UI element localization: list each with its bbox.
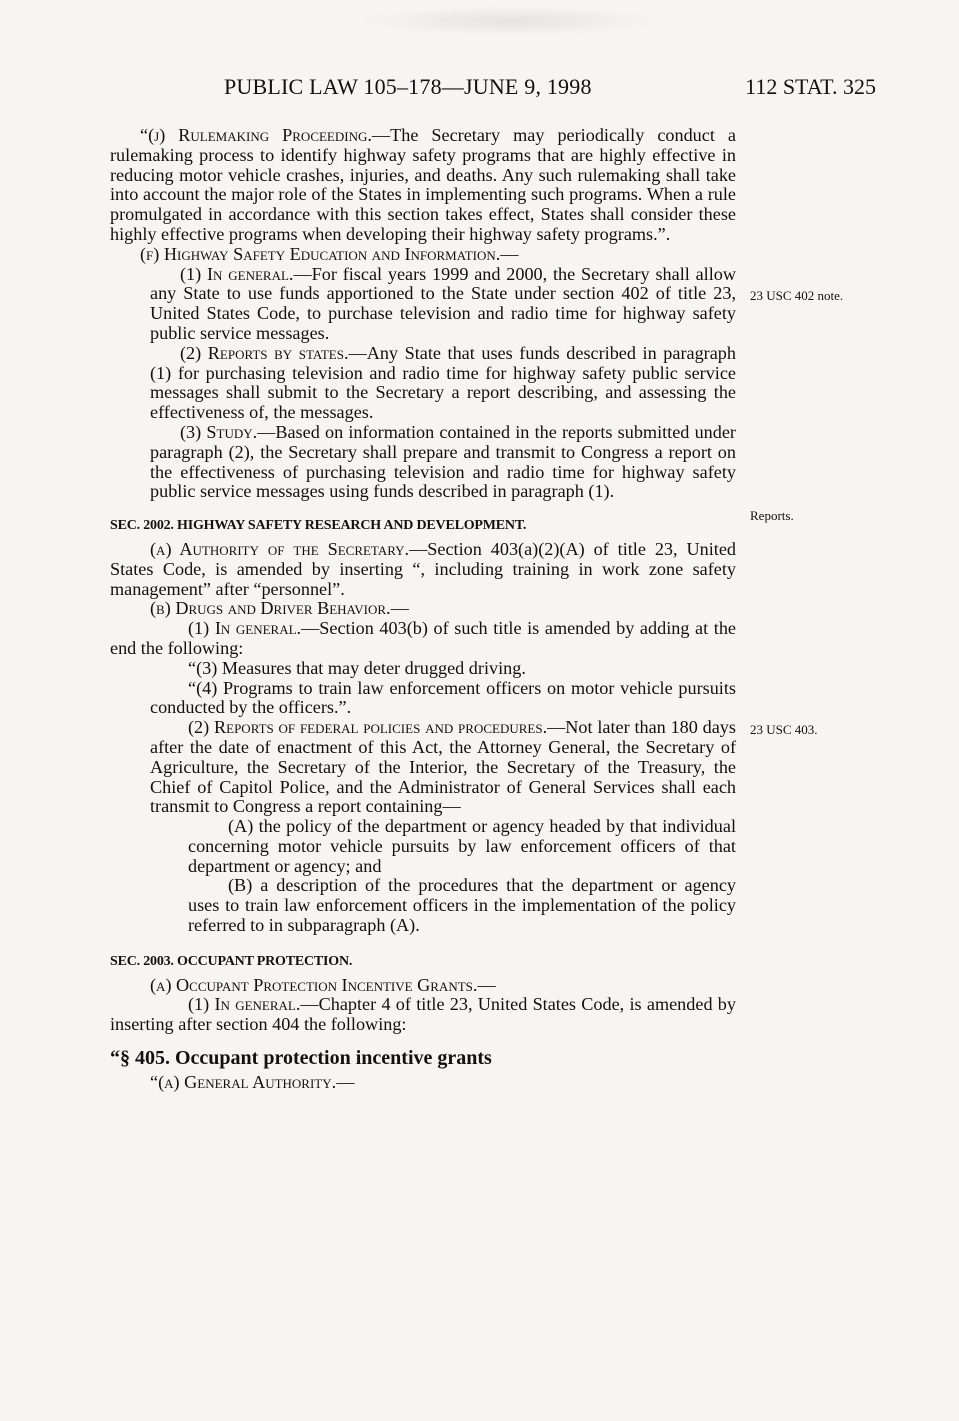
paragraph-op-a [110,976,736,996]
dash-b: — [390,598,409,619]
dash-general-authority: — [336,1071,355,1092]
paragraph-f2 [110,344,736,423]
document-body [110,126,736,1093]
heading-b1: (1) In general. [188,618,302,639]
paragraph-a [110,540,736,599]
heading-b: (b) Drugs and Driver Behavior. [150,598,391,619]
heading-op-1: (1) In general. [188,994,301,1015]
subparagraph-A: (A) the policy of the department or agency headed by that individual concerning motor vehicle pursuits by law enforcement officers of that department or agency; and [188,816,736,876]
body-b1: —Section 403(b) of such title is amended by adding at the end the following: [110,618,736,658]
heading-f1: (1) In general. [180,263,294,284]
paragraph-general-authority [110,1073,736,1093]
paragraph-op-1 [110,995,736,1035]
paragraph-b [110,599,736,619]
header-stat-page: 112 STAT. 325 [745,74,876,99]
subparagraph-B: (B) a description of the procedures that the department or agency uses to train law enforcement officers in the implementation of the policy referred to in subparagraph (A). [188,875,736,936]
dash-f: — [500,243,519,264]
paragraph-f1 [110,265,736,344]
heading-general-authority: “(a) General Authority. [150,1071,337,1092]
paragraph-b2 [110,718,736,817]
page-header [110,74,876,108]
heading-f3: (3) Study. [180,421,258,442]
body-b2: —Not later than 180 days after the date of enactment of this Act, the Attorney General, the Secretary of Agriculture, the Secretary of the Interior, the Secretary of the Treasury, the Chief of Capitol Police, and the Administrator of General Services shall each transmit to Congress a report containing— [150,717,736,817]
section-2003-title: SEC. 2003. OCCUPANT PROTECTION. [110,953,353,969]
heading-b2: (2) Reports of federal policies and procedures. [188,717,548,738]
scan-smudge [360,6,660,36]
paragraph-b1 [110,619,736,659]
section-2002-title: SEC. 2002. HIGHWAY SAFETY RESEARCH AND DEVELOPMENT. [110,518,527,534]
body-op-1: —Chapter 4 of title 23, United States Code, is amended by inserting after section 404 the following: [110,994,736,1035]
body-f1: —For fiscal years 1999 and 2000, the Secretary shall allow any State to use funds apportioned to the State under section 402 of title 23, United States Code, to purchase television and radio time for highway safety public service messages. [150,263,736,343]
dash-op-a: — [477,974,496,995]
body-f2: —Any State that uses funds described in paragraph (1) for purchasing television and radio time for highway safety public service messages shall submit to the Secretary a report describing, and assessing the effectiveness of, the messages. [150,342,736,423]
margin-note-23-usc-402: 23 USC 402 note. [750,288,844,303]
paragraph-f [110,245,736,265]
body-f3: —Based on information contained in the reports submitted under paragraph (2), the Secretary shall prepare and transmit to Congress a report on the effectiveness of purchasing television and radio time for highway safety public service messages using funds described in paragraph (1). [150,421,736,502]
margin-note-23-usc-403: 23 USC 403. [750,722,818,737]
heading-j: “(j) Rulemaking Proceeding. [140,125,372,145]
body-j: —The Secretary may periodically conduct a rulemaking process to identify highway safety programs that are highly effective in reducing motor vehicle crashes, injuries, and deaths. Any such rulemaking shall take into account the major role of the States in implementing such programs. When a rule promulgated in accordance with this section takes effect, States shall consider these highly effective programs when developing their highway safety programs.”. [110,125,737,244]
header-title: PUBLIC LAW 105–178—JUNE 9, 1998 [224,74,592,99]
heading-a: (a) Authority of the Secretary. [150,538,410,559]
quoted-item-3: “(3) Measures that may deter drugged driving. [188,657,526,678]
section-405-title: “§ 405. Occupant protection incentive grants [110,1047,492,1070]
paragraph-f3 [110,423,736,502]
heading-op-a: (a) Occupant Protection Incentive Grants. [150,974,478,995]
margin-note-reports: Reports. [750,508,794,523]
heading-f2: (2) Reports by states. [180,342,349,363]
heading-f: (f) Highway Safety Education and Information. [140,243,501,264]
quoted-item-4: “(4) Programs to train law enforcement officers on motor vehicle pursuits conducted by the officers.”. [150,677,736,718]
paragraph-j [110,126,736,245]
body-a: —Section 403(a)(2)(A) of title 23, United States Code, is amended by inserting “, including training in work zone safety management” after “personnel”. [110,538,736,599]
